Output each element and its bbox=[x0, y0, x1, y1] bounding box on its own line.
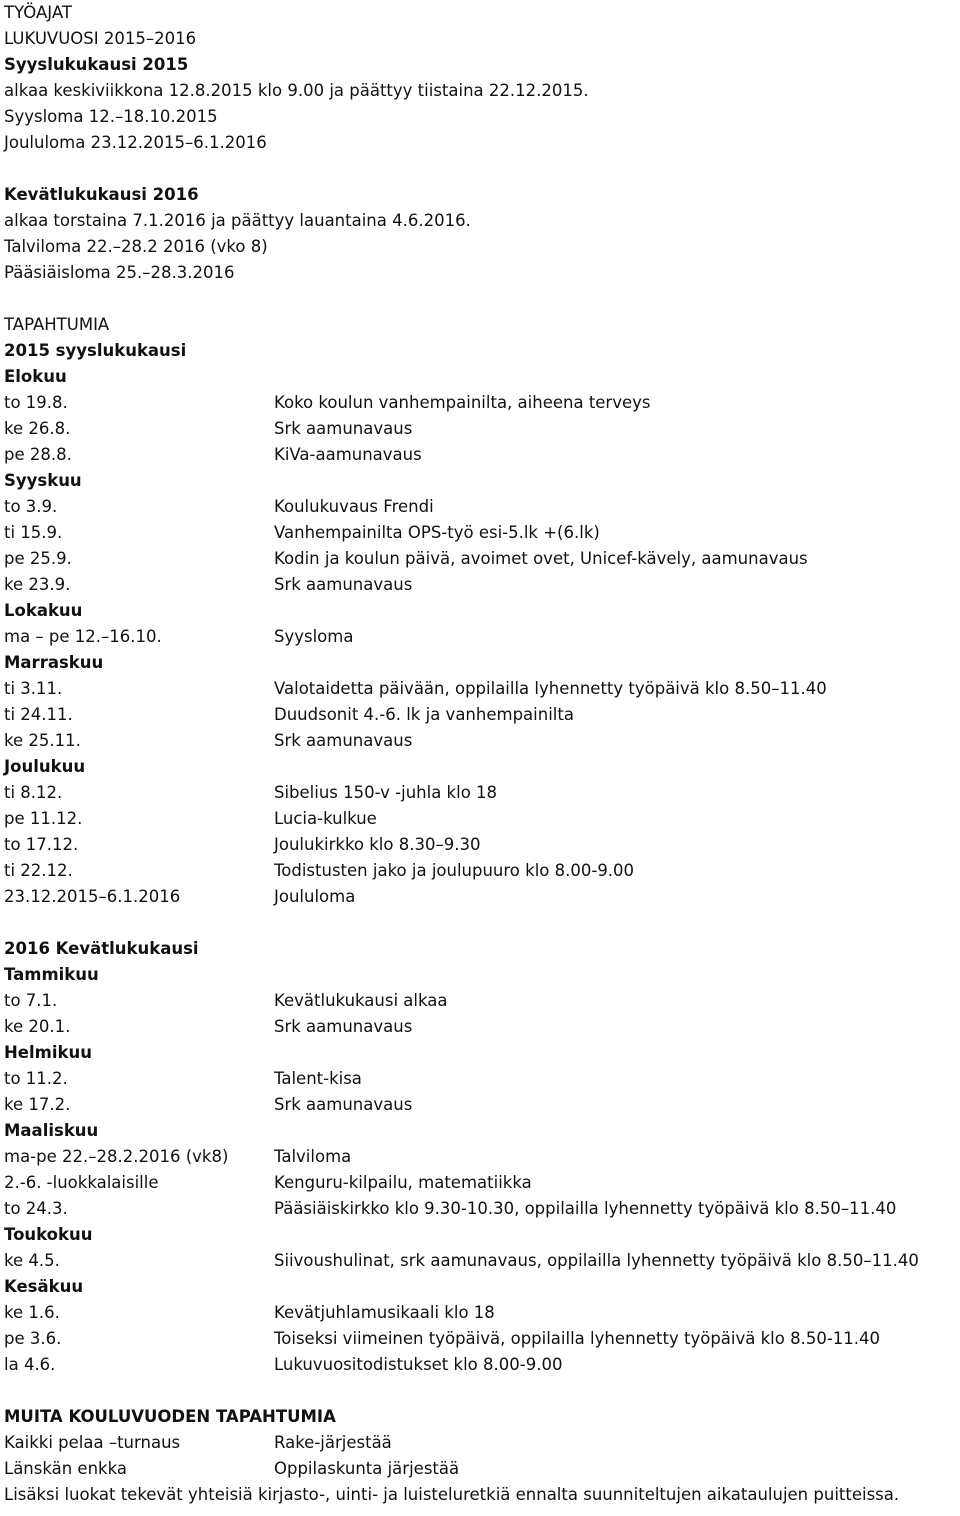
event-row bbox=[4, 780, 956, 806]
event-row bbox=[4, 806, 956, 832]
text-line bbox=[4, 234, 956, 260]
text-line bbox=[4, 78, 956, 104]
line-text: Toukokuu bbox=[4, 1225, 93, 1244]
line-text: Maaliskuu bbox=[4, 1121, 99, 1140]
event-row bbox=[4, 1456, 956, 1482]
section-heading bbox=[4, 936, 956, 962]
line-text: Joululoma 23.12.2015–6.1.2016 bbox=[4, 133, 267, 152]
event-date: ti 15.9. bbox=[4, 523, 63, 542]
event-description: Srk aamunavaus bbox=[274, 731, 413, 750]
line-text: Helmikuu bbox=[4, 1043, 92, 1062]
event-date: ke 23.9. bbox=[4, 575, 71, 594]
event-date: ti 24.11. bbox=[4, 705, 73, 724]
event-description: Kevätjuhlamusikaali klo 18 bbox=[274, 1303, 495, 1322]
section-heading bbox=[4, 1222, 956, 1248]
event-row bbox=[4, 1248, 956, 1274]
event-date: to 7.1. bbox=[4, 991, 58, 1010]
line-text: Pääsiäisloma 25.–28.3.2016 bbox=[4, 263, 235, 282]
section-heading bbox=[4, 962, 956, 988]
event-date: 23.12.2015–6.1.2016 bbox=[4, 887, 181, 906]
text-line bbox=[4, 104, 956, 130]
blank-line bbox=[4, 286, 956, 312]
event-date: ke 20.1. bbox=[4, 1017, 71, 1036]
line-text: MUITA KOULUVUODEN TAPAHTUMIA bbox=[4, 1407, 336, 1426]
event-row bbox=[4, 1326, 956, 1352]
line-text: TYÖAJAT bbox=[4, 3, 72, 22]
line-text: Syyslukukausi 2015 bbox=[4, 55, 189, 74]
event-description: Vanhempainilta OPS-työ esi-5.lk +(6.lk) bbox=[274, 523, 600, 542]
event-description: Sibelius 150-v -juhla klo 18 bbox=[274, 783, 498, 802]
line-text: Kevätlukukausi 2016 bbox=[4, 185, 199, 204]
line-text: alkaa keskiviikkona 12.8.2015 klo 9.00 ja päättyy tiistaina 22.12.2015. bbox=[4, 81, 589, 100]
event-row bbox=[4, 1014, 956, 1040]
schedule-document bbox=[4, 0, 956, 1508]
event-description: Todistusten jako ja joulupuuro klo 8.00-9.00 bbox=[274, 861, 635, 880]
event-date: Kaikki pelaa –turnaus bbox=[4, 1433, 181, 1452]
event-description: Lucia-kulkue bbox=[274, 809, 377, 828]
event-date: to 19.8. bbox=[4, 393, 68, 412]
section-heading bbox=[4, 1040, 956, 1066]
event-date: ti 8.12. bbox=[4, 783, 63, 802]
event-description: Kenguru-kilpailu, matematiikka bbox=[274, 1173, 532, 1192]
event-description: Koko koulun vanhempainilta, aiheena terveys bbox=[274, 393, 651, 412]
event-description: KiVa-aamunavaus bbox=[274, 445, 422, 464]
line-text: Marraskuu bbox=[4, 653, 104, 672]
event-date: to 17.12. bbox=[4, 835, 79, 854]
event-description: Srk aamunavaus bbox=[274, 1017, 413, 1036]
event-date: ke 25.11. bbox=[4, 731, 81, 750]
event-row bbox=[4, 702, 956, 728]
line-text: LUKUVUOSI 2015–2016 bbox=[4, 29, 197, 48]
event-date: ti 3.11. bbox=[4, 679, 63, 698]
event-description: Rake-järjestää bbox=[274, 1433, 392, 1452]
event-date: la 4.6. bbox=[4, 1355, 56, 1374]
event-description: Srk aamunavaus bbox=[274, 575, 413, 594]
event-row bbox=[4, 520, 956, 546]
line-text: Kesäkuu bbox=[4, 1277, 84, 1296]
event-row bbox=[4, 1300, 956, 1326]
event-row bbox=[4, 442, 956, 468]
event-date: ma-pe 22.–28.2.2016 (vk8) bbox=[4, 1147, 229, 1166]
section-heading bbox=[4, 598, 956, 624]
event-description: Toiseksi viimeinen työpäivä, oppilailla lyhennetty työpäivä klo 8.50-11.40 bbox=[274, 1329, 881, 1348]
event-date: to 11.2. bbox=[4, 1069, 68, 1088]
line-text: Syyskuu bbox=[4, 471, 82, 490]
text-line bbox=[4, 208, 956, 234]
event-date: pe 11.12. bbox=[4, 809, 83, 828]
text-line bbox=[4, 26, 956, 52]
event-description: Kevätlukukausi alkaa bbox=[274, 991, 448, 1010]
section-heading bbox=[4, 754, 956, 780]
event-description: Talent-kisa bbox=[274, 1069, 362, 1088]
event-row bbox=[4, 676, 956, 702]
section-heading bbox=[4, 338, 956, 364]
event-date: to 3.9. bbox=[4, 497, 58, 516]
event-date: ma – pe 12.–16.10. bbox=[4, 627, 162, 646]
section-heading bbox=[4, 1118, 956, 1144]
line-text: Joulukuu bbox=[4, 757, 86, 776]
event-date: 2.-6. -luokkalaisille bbox=[4, 1173, 159, 1192]
section-heading bbox=[4, 364, 956, 390]
event-description: Joululoma bbox=[274, 887, 356, 906]
event-date: pe 25.9. bbox=[4, 549, 72, 568]
event-description: Syysloma bbox=[274, 627, 354, 646]
event-description: Talviloma bbox=[274, 1147, 352, 1166]
event-row bbox=[4, 1196, 956, 1222]
line-text: Syysloma 12.–18.10.2015 bbox=[4, 107, 218, 126]
section-heading bbox=[4, 1274, 956, 1300]
event-row bbox=[4, 1430, 956, 1456]
event-description: Oppilaskunta järjestää bbox=[274, 1459, 460, 1478]
event-description: Koulukuvaus Frendi bbox=[274, 497, 434, 516]
section-heading bbox=[4, 182, 956, 208]
event-date: ti 22.12. bbox=[4, 861, 73, 880]
event-date: ke 1.6. bbox=[4, 1303, 60, 1322]
line-text: TAPAHTUMIA bbox=[4, 315, 110, 334]
event-description: Pääsiäiskirkko klo 9.30-10.30, oppilailla lyhennetty työpäivä klo 8.50–11.40 bbox=[274, 1199, 897, 1218]
event-row bbox=[4, 1352, 956, 1378]
blank-line bbox=[4, 1378, 956, 1404]
event-date: ke 26.8. bbox=[4, 419, 71, 438]
event-date: to 24.3. bbox=[4, 1199, 68, 1218]
event-description: Valotaidetta päivään, oppilailla lyhennetty työpäivä klo 8.50–11.40 bbox=[274, 679, 827, 698]
line-text: alkaa torstaina 7.1.2016 ja päättyy lauantaina 4.6.2016. bbox=[4, 211, 471, 230]
event-row bbox=[4, 624, 956, 650]
event-date: ke 17.2. bbox=[4, 1095, 71, 1114]
blank-line bbox=[4, 156, 956, 182]
event-date: pe 28.8. bbox=[4, 445, 72, 464]
event-row bbox=[4, 728, 956, 754]
event-description: Lukuvuositodistukset klo 8.00-9.00 bbox=[274, 1355, 563, 1374]
line-text: Lokakuu bbox=[4, 601, 83, 620]
event-row bbox=[4, 1066, 956, 1092]
event-row bbox=[4, 1092, 956, 1118]
event-description: Kodin ja koulun päivä, avoimet ovet, Unicef-kävely, aamunavaus bbox=[274, 549, 808, 568]
event-row bbox=[4, 1170, 956, 1196]
event-row bbox=[4, 494, 956, 520]
event-row bbox=[4, 884, 956, 910]
event-row bbox=[4, 858, 956, 884]
event-date: ke 4.5. bbox=[4, 1251, 60, 1270]
text-line bbox=[4, 130, 956, 156]
event-date: pe 3.6. bbox=[4, 1329, 62, 1348]
section-heading bbox=[4, 468, 956, 494]
event-description: Siivoushulinat, srk aamunavaus, oppilailla lyhennetty työpäivä klo 8.50–11.40 bbox=[274, 1251, 919, 1270]
line-text: 2016 Kevätlukukausi bbox=[4, 939, 199, 958]
event-row bbox=[4, 832, 956, 858]
line-text: Talviloma 22.–28.2 2016 (vko 8) bbox=[4, 237, 268, 256]
blank-line bbox=[4, 910, 956, 936]
event-description: Joulukirkko klo 8.30–9.30 bbox=[274, 835, 481, 854]
event-date: Länskän enkka bbox=[4, 1459, 127, 1478]
line-text: Lisäksi luokat tekevät yhteisiä kirjasto-, uinti- ja luisteluretkiä ennalta suunniteltujen aikataulujen puitteissa. bbox=[4, 1485, 900, 1504]
section-heading bbox=[4, 650, 956, 676]
event-row bbox=[4, 572, 956, 598]
line-text: Tammikuu bbox=[4, 965, 99, 984]
text-line bbox=[4, 260, 956, 286]
line-text: Elokuu bbox=[4, 367, 67, 386]
text-line bbox=[4, 312, 956, 338]
line-text: 2015 syyslukukausi bbox=[4, 341, 187, 360]
event-description: Srk aamunavaus bbox=[274, 1095, 413, 1114]
section-heading bbox=[4, 52, 956, 78]
event-description: Duudsonit 4.-6. lk ja vanhempainilta bbox=[274, 705, 574, 724]
event-row bbox=[4, 1144, 956, 1170]
event-row bbox=[4, 416, 956, 442]
event-row bbox=[4, 988, 956, 1014]
text-line bbox=[4, 1482, 956, 1508]
section-heading bbox=[4, 1404, 956, 1430]
event-row bbox=[4, 390, 956, 416]
event-row bbox=[4, 546, 956, 572]
text-line bbox=[4, 0, 956, 26]
event-description: Srk aamunavaus bbox=[274, 419, 413, 438]
